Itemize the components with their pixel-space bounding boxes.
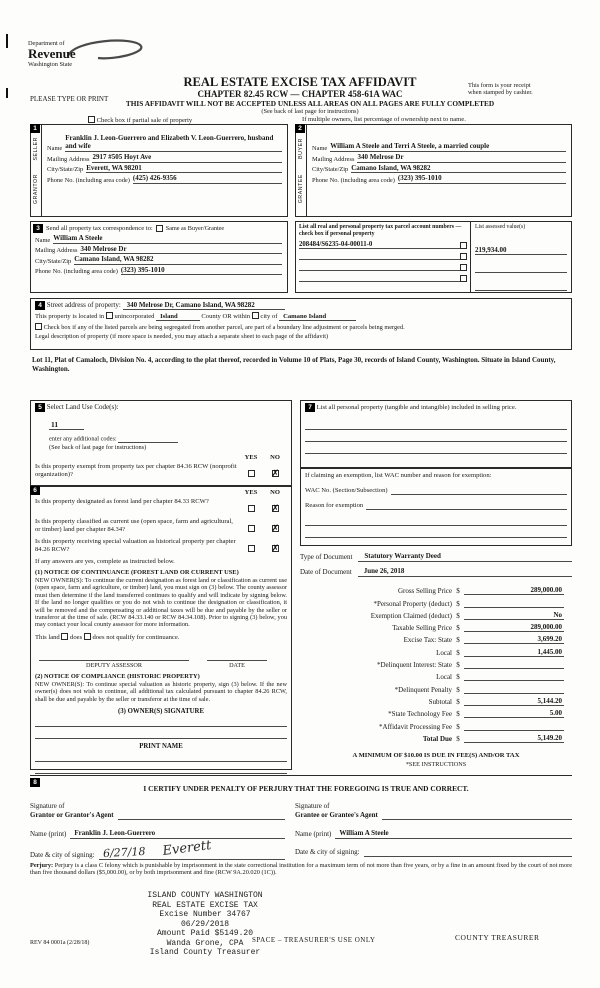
personal-property-blank-line[interactable] bbox=[305, 430, 567, 442]
tax-row-personal-deduct bbox=[300, 595, 572, 607]
correspondence-section bbox=[30, 221, 288, 293]
tax-label: Gross Selling Price bbox=[397, 587, 452, 596]
grantor-name-print-label: Name (print) bbox=[30, 830, 67, 838]
buyer-phone-label: Phone No. (including area code) bbox=[312, 176, 395, 184]
perjury-paragraph bbox=[30, 862, 572, 877]
grantor-side-label: GRANTOR bbox=[33, 173, 39, 204]
wac-no-label: WAC No. (Section/Subsection) bbox=[305, 487, 388, 494]
assessed-value-blank[interactable] bbox=[475, 282, 567, 291]
wac-no-blank[interactable] bbox=[391, 486, 567, 495]
section-7-number: 7 bbox=[305, 403, 315, 412]
seller-mailing-label: Mailing Address bbox=[47, 155, 90, 163]
dollar-sign: $ bbox=[456, 611, 460, 620]
forest-land-question: Is this property designated as forest land per chapter 84.33 RCW? bbox=[35, 498, 209, 505]
stamp-date: 06/29/2018 bbox=[180, 919, 229, 929]
corr-mailing-label: Mailing Address bbox=[35, 247, 78, 255]
exemption-blank-line[interactable] bbox=[305, 526, 567, 538]
receipt-note-line1: This form is your receipt bbox=[468, 82, 531, 89]
grantor-date-handwriting: 6/27/18 bbox=[102, 844, 146, 861]
section-3-number: 3 bbox=[33, 224, 43, 233]
exemption-section bbox=[300, 468, 572, 546]
multiple-owners-note: If multiple owners, list percentage of ownership next to name. bbox=[302, 116, 466, 123]
historic-no-checkbox[interactable] bbox=[272, 545, 279, 552]
tax-row-processing-fee bbox=[300, 718, 572, 730]
print-name-line[interactable] bbox=[35, 750, 287, 762]
buyer-phone-value[interactable]: (323) 395-1010 bbox=[398, 174, 566, 184]
grantor-city-handwriting: Everett bbox=[161, 838, 212, 859]
grantee-side-label: GRANTEE bbox=[298, 173, 304, 203]
tax-value[interactable]: 289,000.00 bbox=[464, 586, 564, 595]
tax-label: Local bbox=[436, 673, 452, 682]
tax-value[interactable]: 5,144.20 bbox=[464, 697, 564, 706]
notice-continuance-title: (1) NOTICE OF CONTINUANCE (FOREST LAND OR CURRENT USE) bbox=[35, 569, 239, 576]
seller-mailing-value[interactable]: 2917 #505 Hoyt Ave bbox=[92, 153, 282, 163]
current-use-no-checkbox[interactable] bbox=[272, 525, 279, 532]
dollar-sign: $ bbox=[456, 722, 460, 731]
yes-header: YES bbox=[244, 489, 258, 496]
personal-property-blank-line[interactable] bbox=[305, 418, 567, 430]
exemption-label: If claiming an exemption, list WAC number and reason for exemption: bbox=[305, 472, 492, 479]
county-name-value[interactable]: Island bbox=[156, 313, 200, 321]
dollar-sign: $ bbox=[456, 624, 460, 633]
city-name-value[interactable]: Camano Island bbox=[279, 313, 356, 321]
tax-value[interactable]: 5.00 bbox=[464, 709, 564, 718]
yes-header: YES bbox=[244, 454, 258, 462]
tax-label: *State Technology Fee bbox=[388, 710, 452, 719]
grantor-date-city-label: Date & city of signing: bbox=[30, 851, 95, 859]
reason-exemption-label: Reason for exemption bbox=[305, 502, 364, 509]
forest-yes-checkbox[interactable] bbox=[248, 505, 255, 512]
tax-value[interactable] bbox=[464, 722, 564, 731]
buyer-city-value[interactable]: Camano Island, WA 98282 bbox=[351, 164, 566, 174]
personal-property-section bbox=[300, 400, 572, 468]
minimum-due-note: A MINIMUM OF $10.00 IS DUE IN FEE(S) AND/OR TAX bbox=[352, 752, 520, 759]
dollar-sign: $ bbox=[456, 587, 460, 596]
tax-row-subtotal bbox=[300, 694, 572, 706]
parcel-3-personal-checkbox[interactable] bbox=[460, 264, 467, 271]
grantor-signature-of-label: Signature of bbox=[30, 802, 65, 810]
seller-phone-value[interactable]: (425) 426-9356 bbox=[133, 174, 282, 184]
dollar-sign: $ bbox=[456, 599, 460, 608]
buyer-section bbox=[295, 124, 572, 217]
dollar-sign: $ bbox=[456, 661, 460, 670]
seller-city-value[interactable]: Everett, WA 98201 bbox=[86, 164, 282, 174]
scan-artifact bbox=[6, 34, 8, 48]
seller-section bbox=[30, 124, 288, 217]
grantee-date-city-line[interactable] bbox=[364, 848, 572, 857]
form-title: REAL ESTATE EXCISE TAX AFFIDAVIT bbox=[183, 75, 417, 89]
tax-value[interactable] bbox=[464, 685, 564, 694]
street-address-value[interactable]: 340 Melrose Dr, Camano Island, WA 98282 bbox=[123, 301, 285, 310]
dollar-sign: $ bbox=[456, 697, 460, 706]
tax-value[interactable] bbox=[464, 599, 564, 608]
tax-label: Excise Tax: State bbox=[403, 636, 452, 645]
county-or-within-label: County OR within bbox=[201, 313, 251, 320]
current-use-question: Is this property classified as current use (open space, farm and agricultural, or timber) land per chapter 84.34? bbox=[35, 518, 233, 533]
buyer-side-label: BUYER bbox=[298, 138, 304, 160]
grantee-signature-line[interactable] bbox=[382, 811, 572, 820]
corr-phone-value[interactable]: (323) 395-1010 bbox=[121, 266, 282, 276]
same-as-buyer-label: Same as Buyer/Grantee bbox=[165, 224, 225, 232]
no-header: NO bbox=[270, 489, 280, 496]
section-4-number: 4 bbox=[35, 301, 45, 310]
tax-row-taxable bbox=[300, 620, 572, 632]
form-chapter: CHAPTER 82.45 RCW — CHAPTER 458-61A WAC bbox=[197, 89, 403, 99]
if-yes-note: If any answers are yes, complete as instructed below. bbox=[35, 558, 175, 565]
tax-label: Local bbox=[436, 648, 452, 657]
tax-row-delinquent-interest-local bbox=[300, 669, 572, 681]
parcels-section bbox=[295, 221, 572, 293]
doc-date-label: Date of Document bbox=[300, 568, 352, 576]
partial-sale-checkbox[interactable] bbox=[88, 116, 95, 123]
tax-label: *Delinquent Interest: State bbox=[376, 661, 452, 670]
same-as-buyer-checkbox[interactable] bbox=[156, 225, 163, 232]
doc-type-value[interactable]: Statutory Warranty Deed bbox=[358, 552, 572, 562]
seller-phone-label: Phone No. (including area code) bbox=[47, 176, 130, 184]
parcel-number-value[interactable]: 208484/S6235-04-00011-0 bbox=[299, 241, 460, 249]
stamp-cashier-name: Wanda Grone, CPA bbox=[166, 938, 244, 948]
dollar-sign: $ bbox=[456, 636, 460, 645]
located-in-label: This property is located in bbox=[35, 313, 105, 320]
section-1-number: 1 bbox=[30, 124, 40, 133]
doc-date-value[interactable]: June 26, 2018 bbox=[358, 567, 572, 577]
tax-value[interactable] bbox=[464, 672, 564, 681]
dollar-sign: $ bbox=[456, 673, 460, 682]
buyer-city-label: City/State/Zip bbox=[312, 166, 349, 174]
seller-side-label: SELLER bbox=[33, 137, 39, 161]
tax-label: *Affidavit Processing Fee bbox=[379, 722, 452, 731]
buyer-mailing-value[interactable]: 340 Melrose Dr bbox=[357, 153, 566, 163]
section-6-number: 6 bbox=[30, 486, 40, 495]
buyer-name-label: Name bbox=[312, 145, 328, 152]
doc-type-label: Type of Document bbox=[300, 553, 353, 561]
continuance-section bbox=[30, 486, 292, 770]
tax-row-delinquent-penalty bbox=[300, 681, 572, 693]
corr-name-value[interactable]: William A Steele bbox=[53, 234, 282, 244]
corr-name-label: Name bbox=[35, 236, 51, 244]
grantee-name-print-label: Name (print) bbox=[295, 830, 332, 838]
notice-continuance-body: NEW OWNER(S): To continue the current designation as forest land or classification as current use (open space, farm and agriculture, or timber) land, you must sign on (3) below. The county assessor must then determine if the land transferred continues to qualify and will indicate by signing below. If the land no longer qualifies or you do not wish to continue the designation or classification, it will be removed and the compensating or additional taxes will be due and payable by the seller or transferor at the time of sale. (RCW 84.33.140 or RCW 84.34.108). Prior to signing (3) below, you may contact your local county assessor for more information. bbox=[35, 577, 287, 629]
dept-of-label: Department of bbox=[28, 40, 65, 47]
land-use-code-value[interactable]: 11 bbox=[49, 420, 84, 430]
parcel-blank-line[interactable] bbox=[299, 262, 460, 271]
grantor-name-print-value[interactable]: Franklin J. Leon-Guerrero bbox=[70, 829, 285, 839]
city-of-label: city of bbox=[260, 313, 278, 320]
tax-row-delinquent-interest-state bbox=[300, 657, 572, 669]
corr-phone-label: Phone No. (including area code) bbox=[35, 268, 118, 276]
legal-description-label: Legal description of property (if more space is needed, you may attach a separate sheet to each page of the affidavit) bbox=[35, 333, 329, 341]
tax-label: Exemption Claimed (deduct) bbox=[370, 611, 452, 620]
exemption-blank-line[interactable] bbox=[305, 514, 567, 526]
certify-statement: I CERTIFY UNDER PENALTY OF PERJURY THAT THE FOREGOING IS TRUE AND CORRECT. bbox=[143, 784, 469, 793]
city-of-checkbox[interactable] bbox=[252, 312, 259, 319]
grantee-date-city-label: Date & city of signing: bbox=[295, 848, 360, 856]
tax-value[interactable]: No bbox=[464, 611, 564, 620]
revenue-logo bbox=[28, 40, 158, 82]
tax-row-total-due bbox=[300, 731, 572, 743]
assessed-value-blank[interactable] bbox=[475, 264, 567, 273]
grantee-signature-of-label: Signature of bbox=[295, 802, 330, 810]
corr-city-label: City/State/Zip bbox=[35, 257, 72, 265]
tax-row-exemption-deduct bbox=[300, 608, 572, 620]
buyer-side-strip bbox=[296, 125, 307, 216]
parcel-blank-line[interactable] bbox=[299, 251, 460, 260]
tax-computation-table bbox=[300, 583, 572, 743]
buyer-name-value[interactable]: William A Steele and Terri A Steele, a married couple bbox=[330, 142, 566, 152]
treasurer-use-only-label: SPACE – TREASURER'S USE ONLY bbox=[252, 936, 376, 944]
historic-question: Is this property receiving special valuation as historical property per chapter 84.26 RCW? bbox=[35, 538, 236, 553]
correspondence-intro: Send all property tax correspondence to: bbox=[46, 224, 153, 232]
assessed-values-heading: List assessed value(s) bbox=[475, 224, 526, 230]
parcel-2-personal-checkbox[interactable] bbox=[460, 253, 467, 260]
seller-city-label: City/State/Zip bbox=[47, 166, 84, 174]
parcel-4-personal-checkbox[interactable] bbox=[460, 275, 467, 282]
tax-label: *Delinquent Penalty bbox=[394, 685, 452, 694]
current-use-yes-checkbox[interactable] bbox=[248, 525, 255, 532]
stamp-excise-number: Excise Number 34767 bbox=[159, 910, 251, 919]
not-accepted-warning: THIS AFFIDAVIT WILL NOT BE ACCEPTED UNLESS ALL AREAS ON ALL PAGES ARE FULLY COMPLETED bbox=[125, 99, 495, 108]
historic-yes-checkbox[interactable] bbox=[248, 545, 255, 552]
dollar-sign: $ bbox=[456, 648, 460, 657]
no-header: NO bbox=[270, 454, 280, 462]
notice-compliance-body: NEW OWNER(S): To continue special valuation as historic property, sign (3) below. If the new owner(s) does not wish to continue, all additional tax calculated pursuant to chapter 84.26 RCW, shall be due and payable by the seller or transferor at the time of sale. bbox=[35, 680, 287, 703]
tax-row-excise-state bbox=[300, 632, 572, 644]
dollar-sign: $ bbox=[456, 734, 460, 743]
grantee-agent-label: Grantee or Grantee's Agent bbox=[295, 811, 378, 819]
form-revision-number: REV 84 0001a (2/28/18) bbox=[30, 940, 90, 946]
tax-label: *Personal Property (deduct) bbox=[373, 599, 452, 608]
grantee-name-print-value[interactable]: William A Steele bbox=[335, 829, 572, 839]
owners-signature-label: (3) OWNER(S) SIGNATURE bbox=[118, 708, 204, 716]
seller-name-label: Name bbox=[47, 145, 63, 152]
corr-mailing-value[interactable]: 340 Melrose Dr bbox=[80, 245, 282, 255]
tax-label: Total Due bbox=[422, 734, 452, 743]
reason-exemption-blank[interactable] bbox=[366, 501, 567, 510]
deputy-date-line[interactable] bbox=[207, 652, 267, 661]
receipt-note-line2: when stamped by cashier. bbox=[468, 89, 533, 97]
see-back-note: (See back of last page for instructions) bbox=[261, 108, 359, 115]
land-use-select-label: Select Land Use Code(s): bbox=[46, 403, 119, 411]
certification-section bbox=[30, 775, 572, 860]
parcel-blank-line[interactable] bbox=[299, 273, 460, 282]
perjury-text: Perjury is a class C felony which is punishable by imprisonment in the state correctional institution for a maximum term of not more than five years, or by a fine in an amount fixed by the court of not more than five thousand dollars ($5,000.00), or by both imprisonment and fine (RCW 9A.20.020 (1C)). bbox=[30, 862, 572, 877]
print-name-label: PRINT NAME bbox=[139, 743, 183, 751]
grantor-signature-line[interactable] bbox=[118, 811, 285, 820]
street-address-label: Street address of property: bbox=[46, 301, 121, 309]
tax-label: Subtotal bbox=[428, 697, 452, 706]
property-section bbox=[30, 298, 572, 350]
section-5-number: 5 bbox=[35, 403, 45, 412]
forest-no-checkbox[interactable] bbox=[272, 505, 279, 512]
corr-city-value[interactable]: Camano Island, WA 98282 bbox=[74, 255, 282, 265]
section-8-number: 8 bbox=[30, 778, 40, 787]
revenue-wordmark: Revenue bbox=[28, 46, 76, 62]
treasurer-stamp bbox=[100, 891, 310, 958]
partial-sale-label: Check box if partial sale of property bbox=[96, 117, 193, 124]
unincorporated-label: unincorporated bbox=[114, 313, 155, 320]
does-not-checkbox[interactable] bbox=[84, 633, 91, 640]
dollar-sign: $ bbox=[456, 685, 460, 694]
buyer-mailing-label: Mailing Address bbox=[312, 155, 355, 163]
county-treasurer-label: COUNTY TREASURER bbox=[455, 933, 540, 942]
grantor-date-city-line[interactable] bbox=[99, 838, 285, 861]
tax-value[interactable] bbox=[464, 660, 564, 669]
owner-signature-line[interactable] bbox=[35, 715, 287, 727]
deputy-assessor-signature-line[interactable] bbox=[39, 652, 189, 661]
land-use-see-back: (See back of last page for instructions) bbox=[49, 444, 147, 451]
section-2-number: 2 bbox=[295, 124, 305, 133]
notice-compliance-title: (2) NOTICE OF COMPLIANCE (HISTORIC PROPERTY) bbox=[35, 672, 200, 680]
does-checkbox[interactable] bbox=[61, 633, 68, 640]
grantor-agent-label: Grantor or Grantor's Agent bbox=[30, 811, 114, 819]
additional-codes-blank[interactable] bbox=[118, 434, 178, 443]
tax-label: Taxable Selling Price bbox=[392, 624, 452, 633]
see-instructions-note: *SEE INSTRUCTIONS bbox=[405, 761, 467, 768]
personal-property-label: List all personal property (tangible and intangible) included in selling price. bbox=[316, 404, 517, 411]
washington-state-label: Washington State bbox=[28, 61, 73, 69]
does-label: does bbox=[70, 633, 83, 641]
this-land-label: This land bbox=[35, 633, 60, 641]
parcel-heading: List all real and personal property tax parcel account numbers — check box if personal property bbox=[299, 224, 462, 237]
perjury-label: Perjury: bbox=[30, 862, 54, 869]
tax-value[interactable]: 289,000.00 bbox=[464, 623, 564, 632]
does-not-label: does not qualify for continuance. bbox=[92, 633, 180, 641]
scan-artifact bbox=[6, 88, 8, 98]
additional-codes-label: enter any additional codes: bbox=[49, 435, 117, 443]
owner-signature-line[interactable] bbox=[35, 727, 287, 739]
seller-side-strip bbox=[31, 125, 42, 216]
dollar-sign: $ bbox=[456, 710, 460, 719]
tax-value[interactable]: 1,445.00 bbox=[464, 648, 564, 657]
land-use-section bbox=[30, 400, 292, 486]
deputy-date-label: DATE bbox=[229, 661, 245, 669]
tax-value[interactable]: 5,149.20 bbox=[464, 734, 564, 743]
please-type-label: PLEASE TYPE OR PRINT bbox=[30, 95, 109, 103]
exempt-yes-checkbox[interactable] bbox=[248, 470, 255, 477]
exempt-no-checkbox[interactable] bbox=[272, 470, 279, 477]
stamp-amount-paid: Amount Paid $5149.20 bbox=[156, 929, 253, 938]
stamp-treasurer-title: Island County Treasurer bbox=[149, 948, 261, 957]
personal-property-blank-line[interactable] bbox=[305, 442, 567, 454]
tax-row-gross bbox=[300, 583, 572, 595]
tax-row-excise-local bbox=[300, 644, 572, 656]
tax-row-technology-fee bbox=[300, 706, 572, 718]
seller-name-value[interactable]: Franklin J. Leon-Guerrero and Elizabeth V. Leon-Guerrero, husband and wife bbox=[65, 134, 282, 152]
stamp-title-line: REAL ESTATE EXCISE TAX bbox=[152, 900, 258, 910]
legal-description-value: Lot 11, Plat of Camaloch, Division No. 4, according to the plat thereof, recorded in Volume 10 of Plats, Page 30, records of Island County, Washington. Situate in Island County, Washington. bbox=[32, 356, 556, 373]
tax-value[interactable]: 3,699.20 bbox=[464, 635, 564, 644]
stamp-county-line: ISLAND COUNTY WASHINGTON bbox=[147, 891, 263, 900]
segregated-label: Check box if any of the listed parcels are being segregated from another parcel, are part of a boundary line adjustment or parcels being merged. bbox=[43, 324, 405, 331]
exempt-question: Is this property exempt from property tax per chapter 84.36 RCW (nonprofit organization)? bbox=[35, 463, 237, 479]
parcel-1-personal-checkbox[interactable] bbox=[460, 242, 467, 249]
segregated-checkbox[interactable] bbox=[35, 323, 42, 330]
assessed-value-1[interactable]: 219,934.00 bbox=[475, 246, 567, 255]
print-name-line[interactable] bbox=[35, 762, 287, 774]
deputy-assessor-label: DEPUTY ASSESSOR bbox=[86, 661, 142, 669]
unincorporated-checkbox[interactable] bbox=[106, 312, 113, 319]
